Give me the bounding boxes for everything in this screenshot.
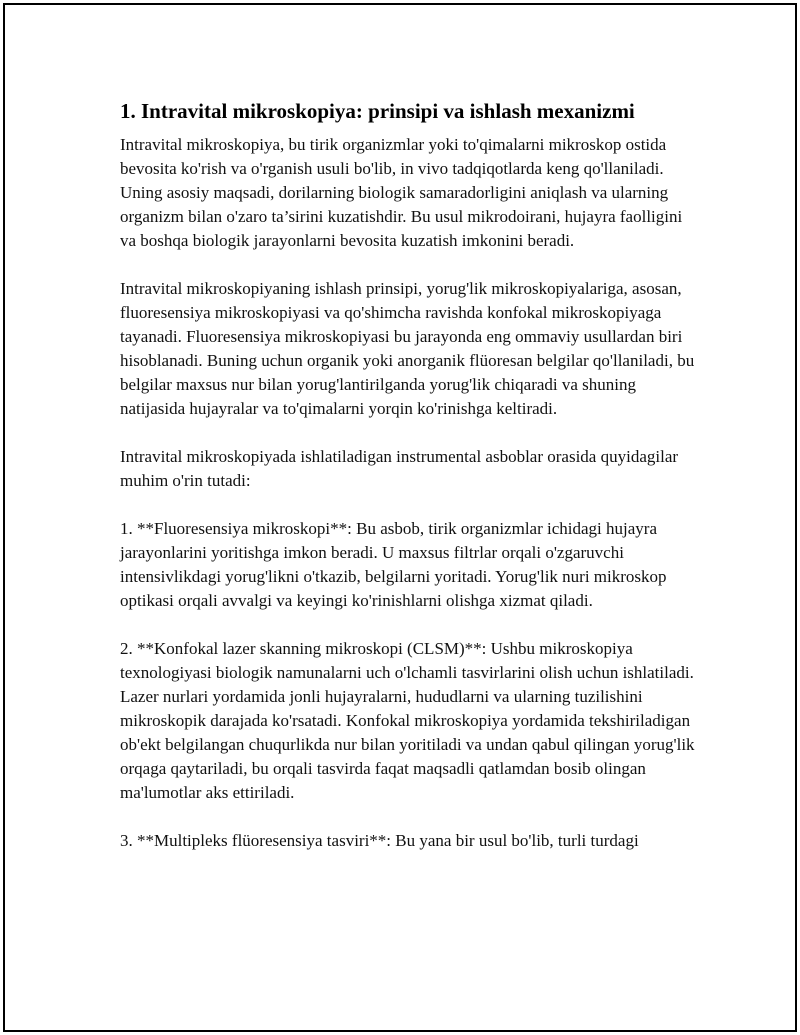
section-heading: 1. Intravital mikroskopiya: prinsipi va ishlash mexanizmi <box>120 99 635 123</box>
paragraph-instruments-intro: Intravital mikroskopiyada ishlatiladigan instrumental asboblar orasida quyidagilar muhim o'rin tutadi: <box>120 447 679 490</box>
page-frame <box>3 3 797 1032</box>
paragraph-principle: Intravital mikroskopiyaning ishlash prinsipi, yorug'lik mikroskopiyalariga, asosan, fluoresensiya mikroskopiyasi va qo'shimcha ravishda konfokal mikroskopiyaga tayanadi. Fluoresensiya mikroskopiyasi bu jarayonda eng ommaviy usullardan biri hisoblanadi. Buning uchun organik yoki anorganik flüoresan belgilar qo'llaniladi, bu belgilar maxsus nur bilan yorug'lantirilganda yorug'lik chiqaradi va shuning natijasida hujayralar va to'qimalarni yorqin ko'rinishga keltiradi. <box>120 279 695 418</box>
list-item-clsm: 2. **Konfokal lazer skanning mikroskopi (CLSM)**: Ushbu mikroskopiya texnologiyasi biologik namunalarni uch o'lchamli tasvirlarini olish uchun ishlatiladi. Lazer nurlari yordamida jonli hujayralarni, hududlarni va ularning tuzilishini mikroskopik darajada ko'rsatadi. Konfokal mikroskopiya yordamida tekshiriladigan ob'ekt belgilangan chuqurlikda nur bilan yoritiladi va undan qabul qilingan yorug'lik orqaga qaytariladi, bu orqali tasvirda faqat maqsadli qatlamdan bosib olingan ma'lumotlar aks ettiriladi. <box>120 639 695 802</box>
document-body <box>120 97 695 877</box>
list-item-multiplex: 3. **Multipleks flüoresensiya tasviri**: Bu yana bir usul bo'lib, turli turdagi <box>120 831 639 850</box>
list-item-fluorescence: 1. **Fluoresensiya mikroskopi**: Bu asbob, tirik organizmlar ichidagi hujayra jarayonlarini yoritishga imkon beradi. U maxsus filtrlar orqali o'zgaruvchi intensivlikdagi yorug'likni o'tkazib, belgilarni yoritadi. Yorug'lik nuri mikroskop optikasi orqali avvalgi va keyingi ko'rinishlarni olishga xizmat qiladi. <box>120 519 667 610</box>
paragraph-intro: Intravital mikroskopiya, bu tirik organizmlar yoki to'qimalarni mikroskop ostida bevosita ko'rish va o'rganish usuli bo'lib, in vivo tadqiqotlarda keng qo'llaniladi. Uning asosiy maqsadi, dorilarning biologik samaradorligini aniqlash va ularning organizm bilan o'zaro ta’sirini kuzatishdir. Bu usul mikrodoirani, hujayra faolligini va boshqa biologik jarayonlarni bevosita kuzatish imkonini beradi. <box>120 135 683 250</box>
